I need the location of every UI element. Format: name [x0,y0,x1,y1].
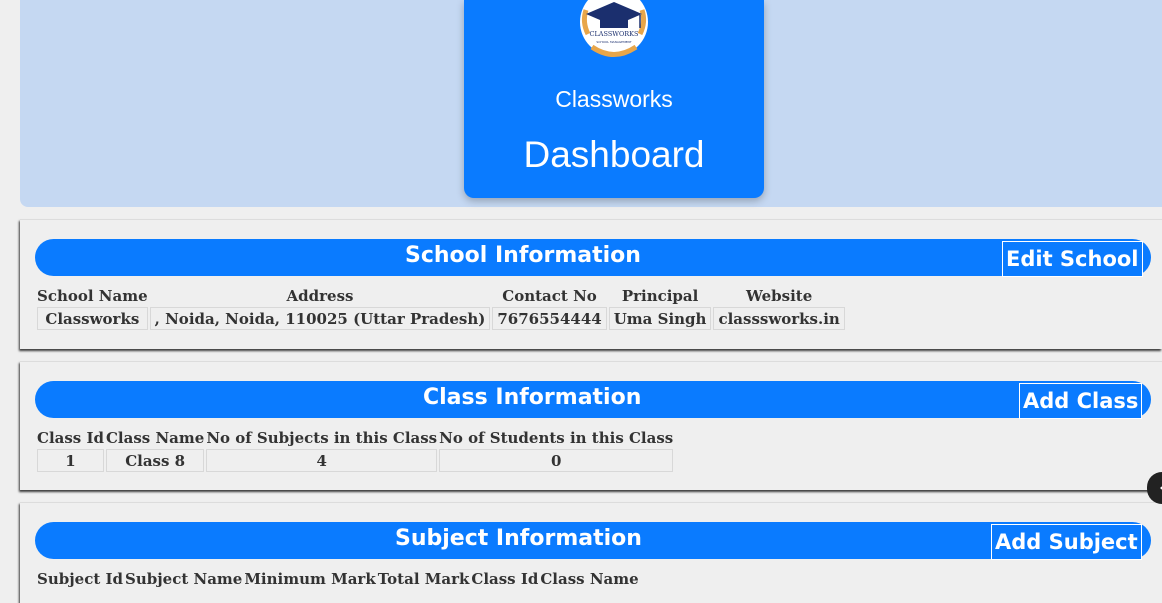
column-header-student-count: No of Students in this Class [439,429,674,447]
add-class-button[interactable]: Add Class [1019,383,1142,419]
school-name-heading: Classworks [555,86,673,112]
cell-class-id: 1 [37,449,104,472]
cell-student-count: 0 [439,449,673,472]
svg-text:SCHOOL MANAGEMENT: SCHOOL MANAGEMENT [596,40,632,44]
subject-info-section [20,502,1162,603]
cell-address: , Noida, Noida, 110025 (Uttar Pradesh) [150,307,491,330]
class-info-table [35,427,675,474]
school-info-bar [35,239,1151,276]
table-row [37,307,845,330]
column-header-subject-id: Subject Id [37,570,123,588]
school-info-table [35,285,847,332]
class-info-title: Class Information [423,385,642,410]
cell-contact: 7676554444 [492,307,606,330]
cell-class-name: Class 8 [106,449,204,472]
table-header-row [37,570,639,588]
side-toggle-button[interactable] [1147,472,1162,504]
column-header-class-id: Class Id [471,570,539,588]
page-title: Dashboard [523,134,705,175]
graduation-cap-logo [564,0,664,72]
column-header-contact: Contact No [502,287,597,305]
table-header-row [37,287,845,305]
edit-school-button[interactable]: Edit School [1002,241,1143,277]
school-info-section [20,219,1162,349]
chevron-left-icon [1147,472,1162,504]
column-header-total-mark: Total Mark [377,570,470,588]
cell-subject-count: 4 [206,449,437,472]
column-header-class-id: Class Id [37,429,104,447]
class-info-bar [35,381,1151,418]
column-header-class-name: Class Name [540,570,639,588]
column-header-address: Address [286,287,354,305]
column-header-school-name: School Name [37,287,148,305]
subject-info-table [35,568,641,590]
column-header-class-name: Class Name [105,429,205,447]
column-header-subject-count: No of Subjects in this Class [206,429,438,447]
hero-banner [20,0,1162,207]
column-header-subject-name: Subject Name [125,570,243,588]
cell-school-name: Classworks [37,307,148,330]
column-header-principal: Principal [621,287,699,305]
subject-info-title: Subject Information [395,526,642,551]
column-header-website: Website [746,287,813,305]
add-subject-button[interactable]: Add Subject [991,524,1142,560]
table-row [37,449,673,472]
column-header-minimum-mark: Minimum Mark [244,570,376,588]
class-info-section [20,361,1162,490]
cell-website: classsworks.in [713,307,844,330]
table-header-row [37,429,673,447]
school-info-title: School Information [405,243,641,268]
cell-principal: Uma Singh [609,307,712,330]
svg-text:CLASSWORKS: CLASSWORKS [589,30,639,38]
subject-info-bar [35,522,1151,559]
dashboard-card [464,0,764,198]
